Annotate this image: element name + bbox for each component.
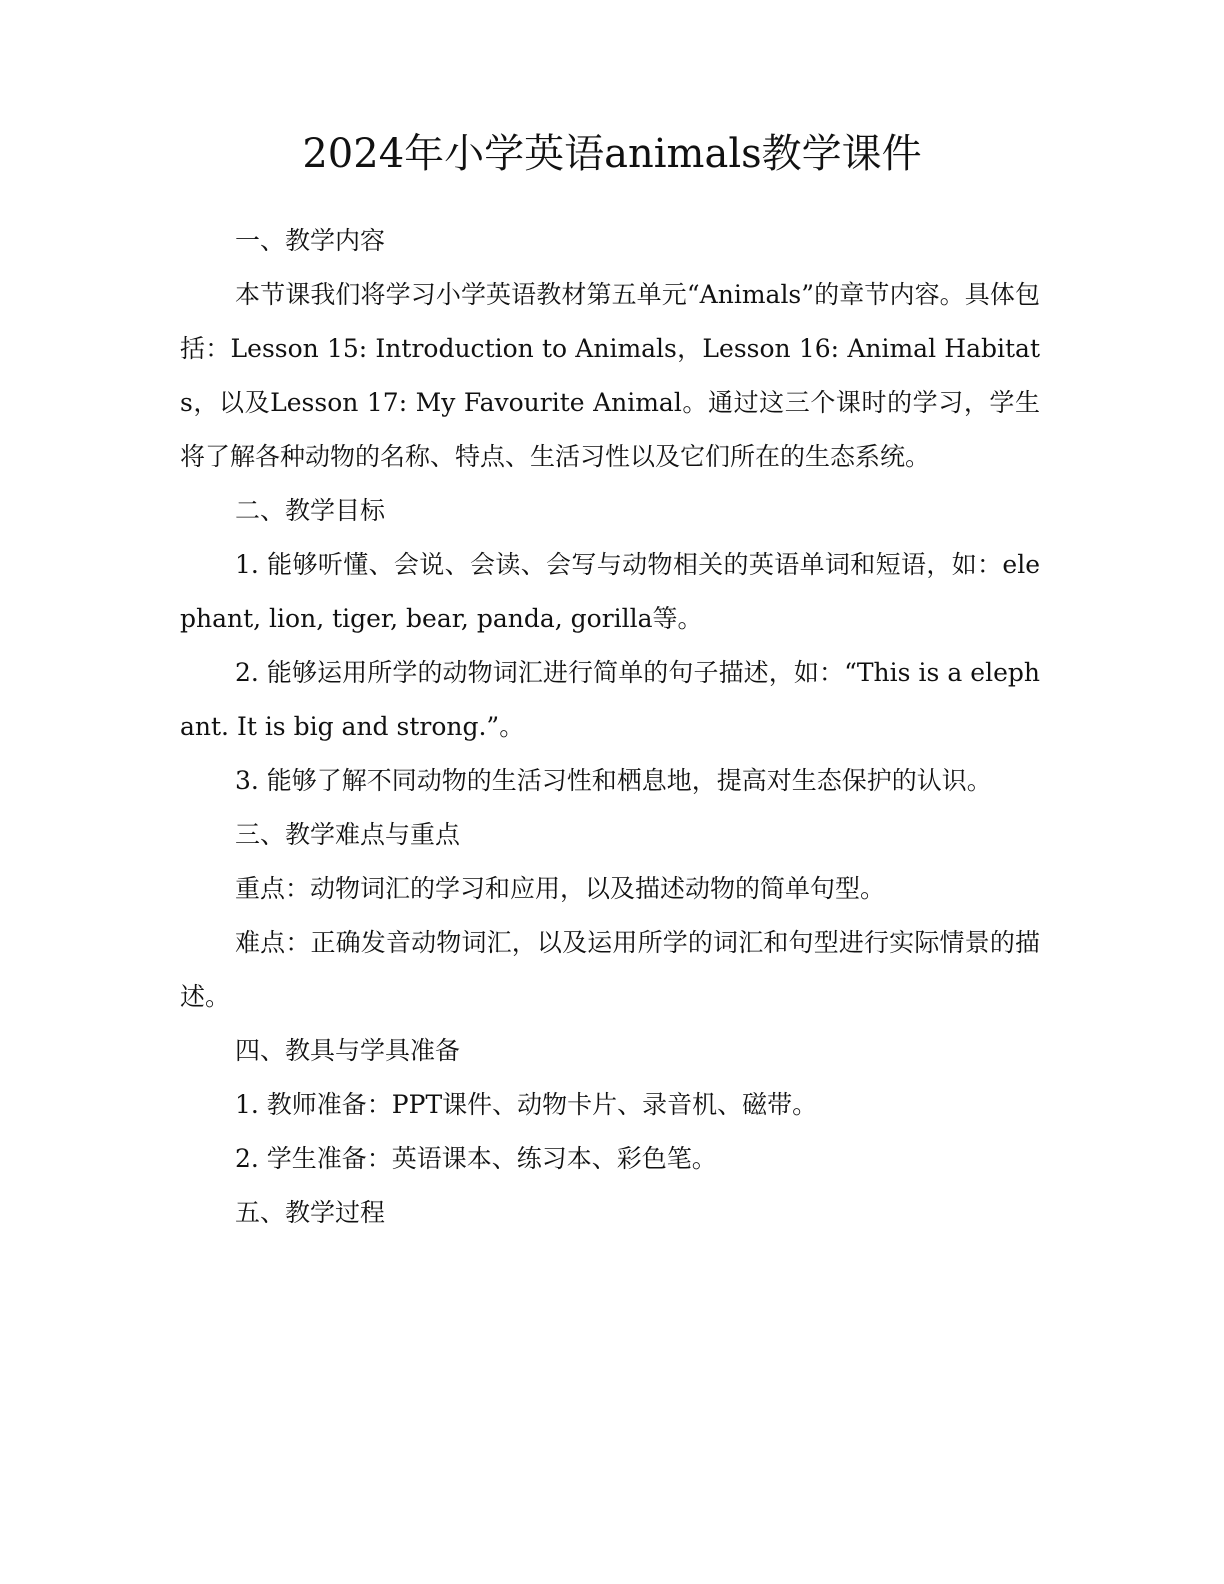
section-heading-materials: 四、教具与学具准备 [235, 1036, 461, 1065]
paragraph-teaching-content: 本节课我们将学习小学英语教材第五单元“Animals”的章节内容。具体包括：Lesson 15: Introduction to Animals，Lesson 16: Animal Habitats，以及Lesson 17: My Favourite Animal。通过这三个课时的学习，学生将了解各种动物的名称、特点、生活习性以及它们所在的生态系统。 [180, 280, 1040, 471]
difficulty-paragraph: 难点：正确发音动物词汇，以及运用所学的词汇和句型进行实际情景的描述。 [180, 928, 1040, 1011]
goal-item-3: 3. 能够了解不同动物的生活习性和栖息地，提高对生态保护的认识。 [235, 766, 992, 795]
goal-item-1: 1. 能够听懂、会说、会读、会写与动物相关的英语单词和短语，如：elephant, lion, tiger, bear, panda, gorilla等。 [180, 550, 1040, 633]
document-body [180, 214, 1040, 1240]
key-point-paragraph: 重点：动物词汇的学习和应用，以及描述动物的简单句型。 [235, 874, 886, 903]
section-heading-process: 五、教学过程 [235, 1198, 386, 1227]
section-heading-teaching-content: 一、教学内容 [235, 226, 386, 255]
section-heading-key-points: 三、教学难点与重点 [235, 820, 461, 849]
materials-item-2: 2. 学生准备：英语课本、练习本、彩色笔。 [235, 1144, 717, 1173]
goal-item-2: 2. 能够运用所学的动物词汇进行简单的句子描述，如：“This is a elephant. It is big and strong.”。 [180, 658, 1040, 741]
materials-item-1: 1. 教师准备：PPT课件、动物卡片、录音机、磁带。 [235, 1090, 818, 1119]
section-heading-teaching-goals: 二、教学目标 [235, 496, 386, 525]
document-title: 2024年小学英语animals教学课件 [302, 131, 922, 177]
